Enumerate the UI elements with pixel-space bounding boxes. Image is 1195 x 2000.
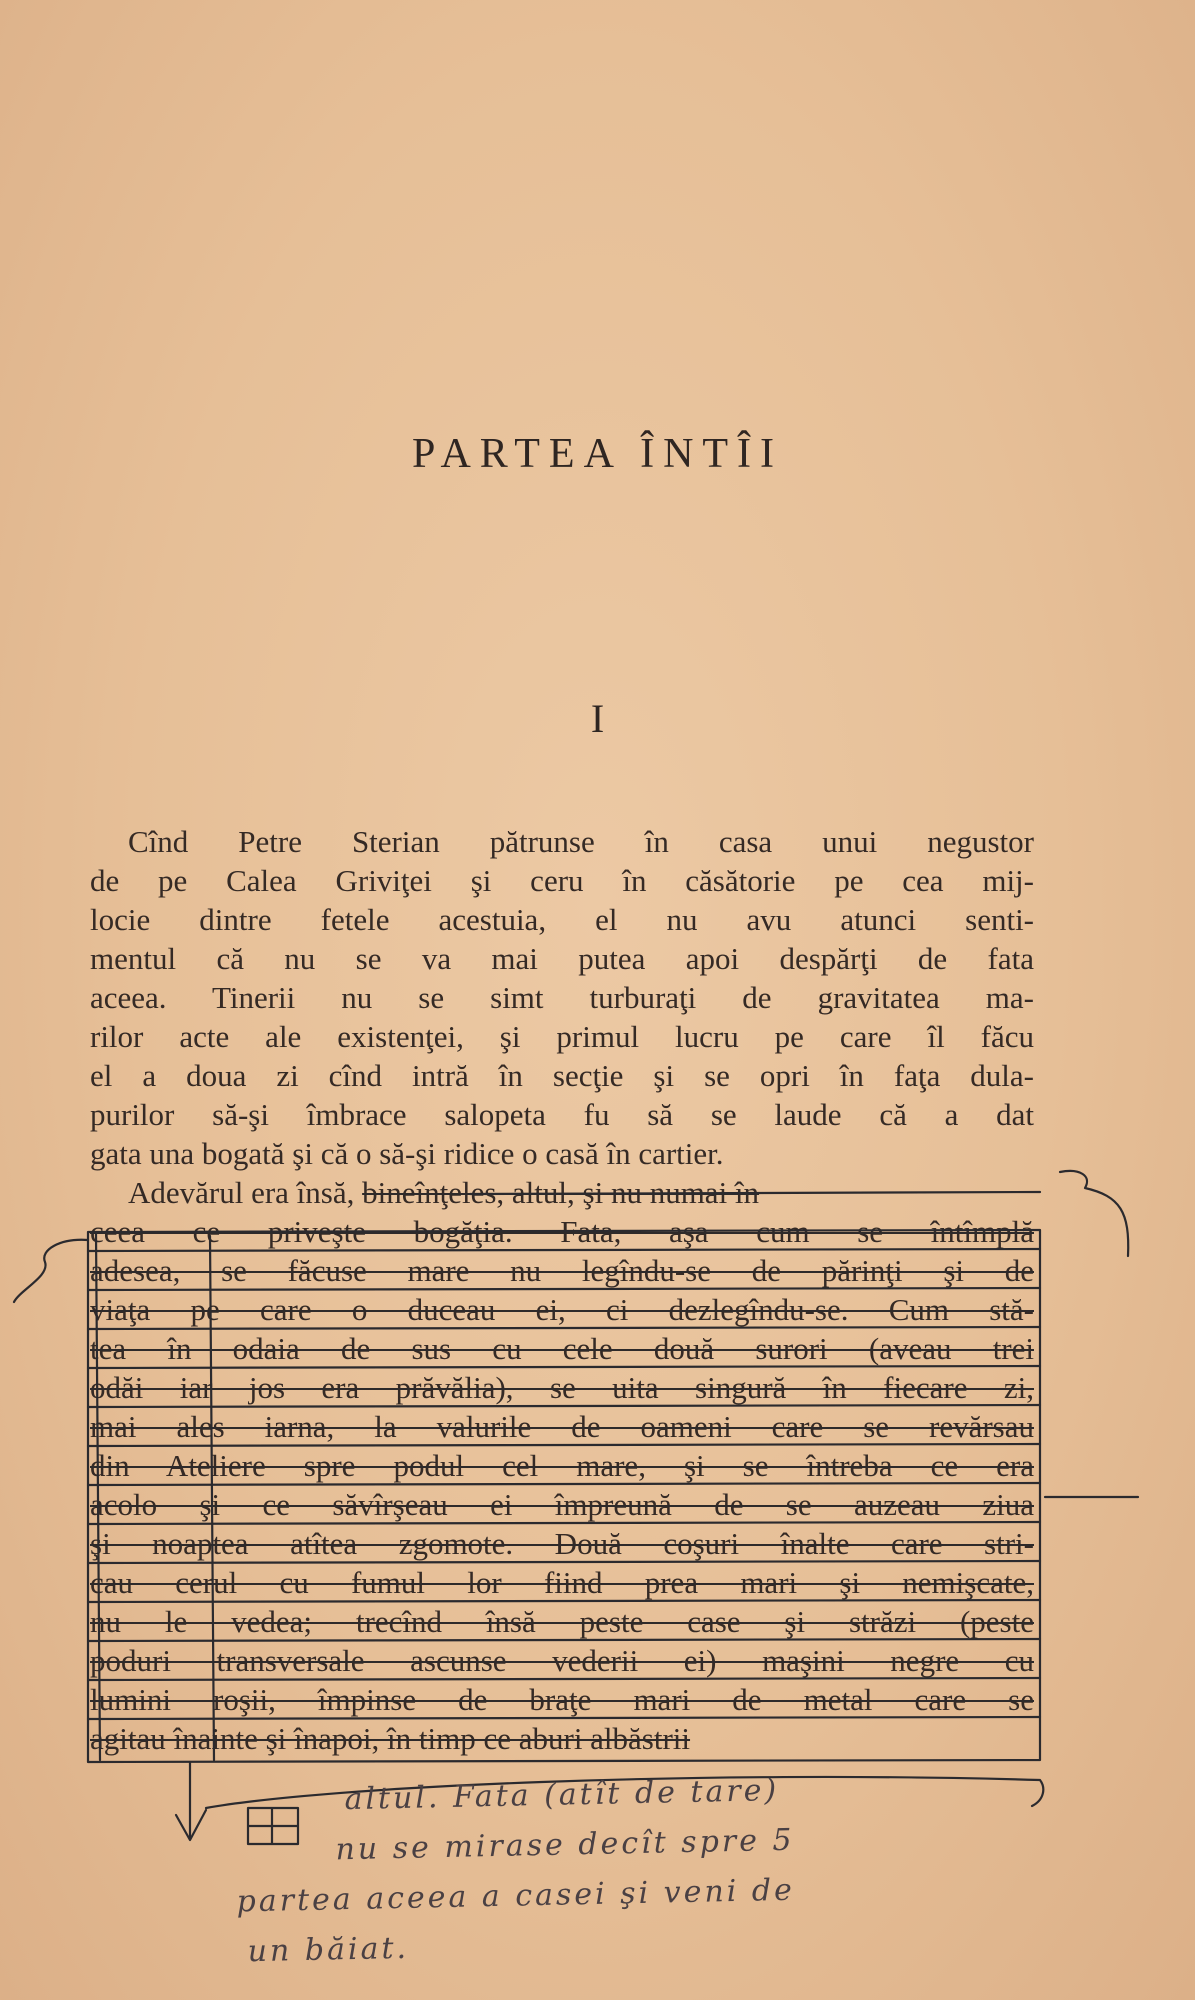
struck-line: cau cerul cu fumul lor fiind prea mari şi nemişcate, [90,1565,1034,1600]
margin-bracket [1060,1171,1128,1256]
note-line: partea aceea a casei şi veni de [236,1872,796,1920]
struck-line: tea în odaia de sus cu cele două surori (aveau trei [90,1331,1034,1366]
text-line: de pe Calea Griviţei şi ceru în căsătorie pe cea mij- [90,863,1034,898]
note-text: nu se mirase decît spre [335,1823,761,1868]
text-line: aceea. Tinerii nu se simt turburaţi de gravitatea ma- [90,980,1034,1015]
text-line: mentul că nu se va mai putea apoi despărţi de fata [90,941,1034,976]
text-line: Cînd Petre Sterian pătrunse în casa unui negustor [128,824,1034,859]
text-line: rilor acte ale existenţei, şi primul lucru pe care îl făcu [90,1019,1034,1054]
note-line: altul. Fata (atît de tare) [344,1773,780,1818]
struck-line: adesea, se făcuse mare nu legîndu-se de părinţi şi de [90,1253,1034,1288]
text-line: el a doua zi cînd intră în secţie şi se opri în faţa dula- [90,1058,1034,1093]
struck-line: din Ateliere spre podul cel mare, şi se întreba ce era [90,1448,1034,1483]
struck-line: poduri transversale ascunse vederii ei) maşini negre cu [90,1643,1034,1678]
struck-line: acolo şi ce săvîrşeau ei împreună de se auzeau ziua [90,1487,1034,1522]
chapter-number: I [590,696,605,741]
note-line: un băiat. [247,1930,410,1970]
margin-number: 5 [772,1822,795,1859]
struck-line: odăi iar jos era prăvălia), se uita singură în fiecare zi, [90,1370,1034,1405]
margin-bracket [14,1240,88,1302]
struck-line: agitau înainte şi înapoi, în timp ce aburi albăstrii [90,1721,691,1756]
struck-line: şi noaptea atîtea zgomote. Două coşuri înalte care stri- [90,1526,1034,1561]
struck-line: mai ales iarna, la valurile de oameni care se revărsau [90,1409,1034,1444]
text-line: gata una bogată şi că o să-şi ridice o casă în cartier. [90,1136,724,1171]
struck-line-first [90,1173,1034,1212]
struck-line: viaţa pe care o duceau ei, ci dezlegîndu-se. Cum stă- [90,1292,1034,1327]
struck-line: lumini roşii, împinse de braţe mari de metal care se [90,1682,1034,1717]
text-line: locie dintre fetele acestuia, el nu avu atunci senti- [90,902,1034,937]
part-title: PARTEA ÎNTÎI [411,431,784,477]
insertion-arrow-head [176,1810,206,1840]
struck-text: bineînţeles, altul, şi nu numai în [362,1175,760,1210]
body-text [90,822,1034,1758]
struck-line: nu le vedea; trecînd însă peste case şi străzi (peste [90,1604,1034,1639]
struck-intro: Adevărul era însă, [128,1175,355,1210]
struck-line: ceea ce priveşte bogăţia. Fata, aşa cum se întîmplă [90,1214,1034,1249]
handwritten-note [234,1759,1138,1978]
text-line: purilor să-şi îmbrace salopeta fu să se laude că a dat [90,1097,1034,1132]
